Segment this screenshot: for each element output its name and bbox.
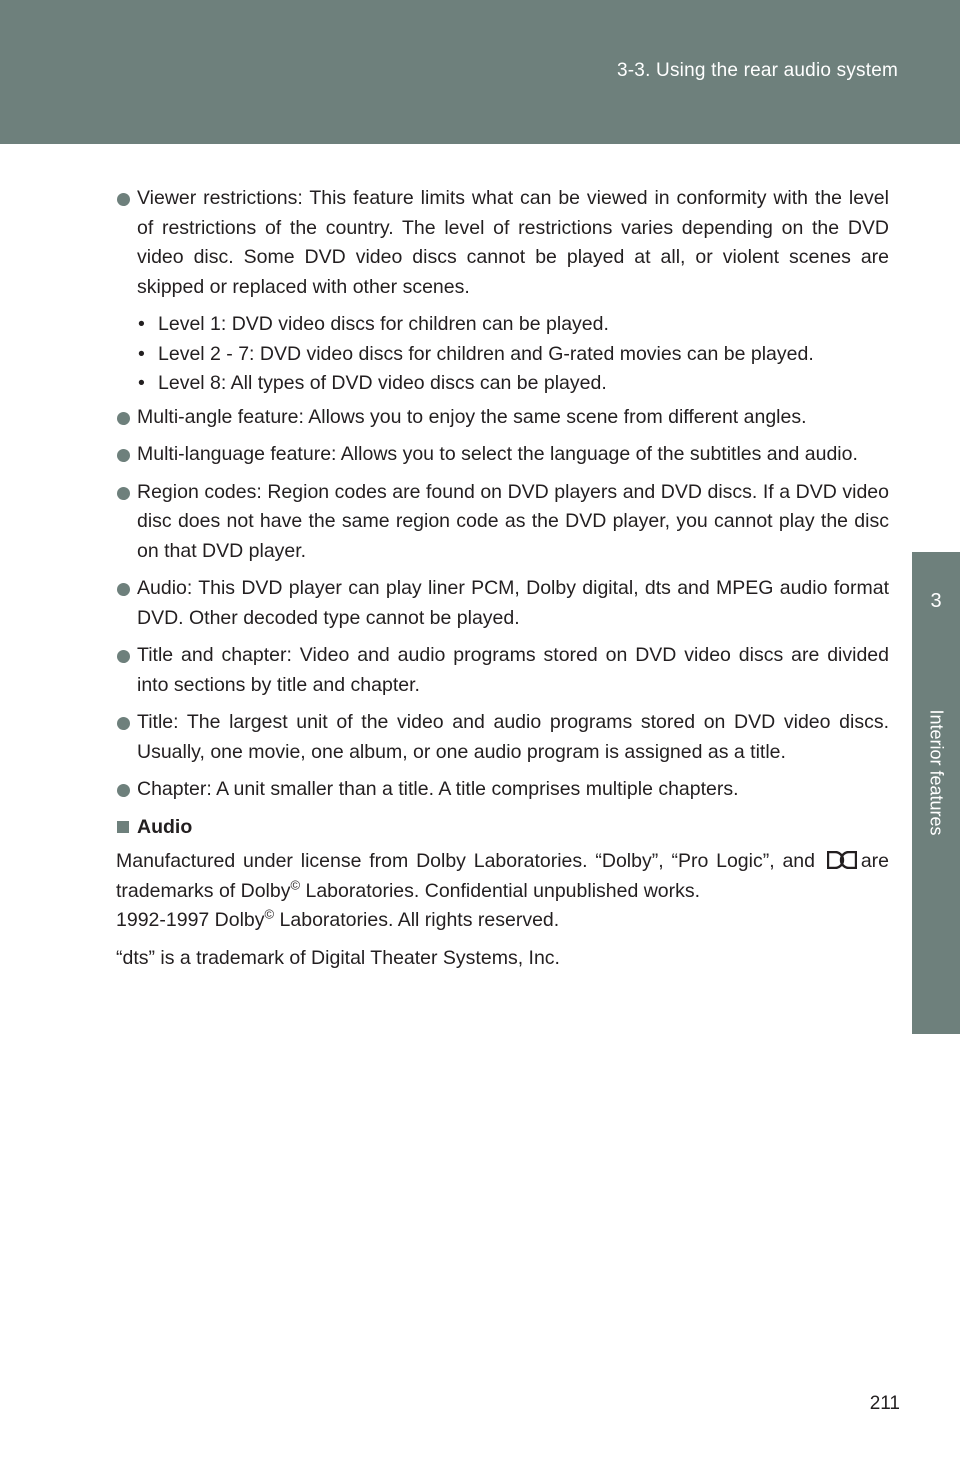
bullet-item-title [116, 708, 889, 767]
list-item [116, 340, 889, 370]
bullet-text: Title: The largest unit of the video and audio programs stored on DVD video discs. Usually, one movie, one album, or one audio program is assigned as a title. [137, 711, 889, 763]
bullet-icon [117, 583, 130, 596]
list-item [116, 369, 889, 399]
dolby-logo-icon [827, 851, 857, 869]
bullet-icon [117, 449, 130, 462]
bullet-item-viewer-restrictions [116, 184, 889, 302]
chapter-tab [912, 552, 960, 1034]
section-marker-icon [117, 821, 129, 833]
section-heading-text: Audio [137, 815, 193, 838]
audio-section-heading [116, 813, 889, 843]
bullet-icon [117, 412, 130, 425]
bullet-item-multi-angle [116, 403, 889, 433]
bullet-icon [117, 193, 130, 206]
bullet-text: Title and chapter: Video and audio programs stored on DVD video discs are divided into sections by title and chapter. [137, 644, 889, 696]
sub-bullet-icon: • [138, 342, 145, 365]
bullet-text: Chapter: A unit smaller than a title. A title comprises multiple chapters. [137, 778, 739, 800]
list-item-text: Level 8: All types of DVD video discs can be played. [158, 372, 607, 394]
bullet-icon [117, 487, 130, 500]
list-item-text: Level 1: DVD video discs for children can be played. [158, 313, 609, 335]
sub-bullet-icon: • [138, 372, 145, 394]
bullet-text: Multi-angle feature: Allows you to enjoy the same scene from different angles. [137, 405, 807, 428]
copyright-mark: © [264, 906, 275, 922]
license-text-unpublished: Laboratories. Confidential unpublished works. [300, 879, 701, 902]
license-rights: Laboratories. All rights reserved. [274, 909, 560, 931]
chapter-label: Interior features [926, 709, 947, 836]
bullet-text: Multi-language feature: Allows you to select the language of the subtitles and audio. [137, 443, 858, 465]
list-item [116, 310, 889, 340]
dolby-license-paragraph [116, 847, 889, 936]
section-title: 3-3. Using the rear audio system [617, 60, 898, 81]
bullet-icon [117, 650, 130, 663]
dts-trademark-paragraph: “dts” is a trademark of Digital Theater Systems, Inc. [116, 946, 560, 969]
bullet-text: Audio: This DVD player can play liner PCM, Dolby digital, dts and MPEG audio format DVD. Other decoded type cannot be played. [137, 577, 889, 629]
bullet-item-multi-language [116, 440, 889, 470]
bullet-item-region-codes [116, 478, 889, 567]
license-text-start: Manufactured under license from Dolby Laboratories. “Dolby”, “Pro Logic”, and [116, 850, 815, 872]
page-content [116, 184, 889, 981]
chapter-number: 3 [930, 590, 942, 612]
page-header [0, 0, 960, 144]
restriction-levels-list [116, 310, 889, 399]
list-item-text: Level 2 - 7: DVD video discs for children and G-rated movies can be played. [158, 342, 814, 365]
license-text-trademark: are trademarks of Dolby [116, 850, 890, 902]
bullet-item-chapter [116, 775, 889, 805]
page-number: 211 [869, 1393, 900, 1414]
copyright-mark: © [290, 877, 301, 892]
bullet-item-audio [116, 574, 889, 633]
bullet-icon [117, 717, 130, 730]
bullet-icon [117, 784, 130, 797]
bullet-text: Viewer restrictions: This feature limits what can be viewed in conformity with the level of restrictions of the country. The level of restrictions varies depending on the DVD video disc. Some DVD video discs cannot be played at all, or violent scenes are skipped or replaced with other scenes. [137, 187, 889, 298]
sub-bullet-icon: • [138, 313, 145, 335]
license-years: 1992-1997 Dolby [116, 909, 265, 931]
bullet-text: Region codes: Region codes are found on DVD players and DVD discs. If a DVD video disc does not have the same region code as the DVD player, you cannot play the disc on that DVD player. [137, 480, 889, 562]
bullet-item-title-and-chapter [116, 641, 889, 700]
